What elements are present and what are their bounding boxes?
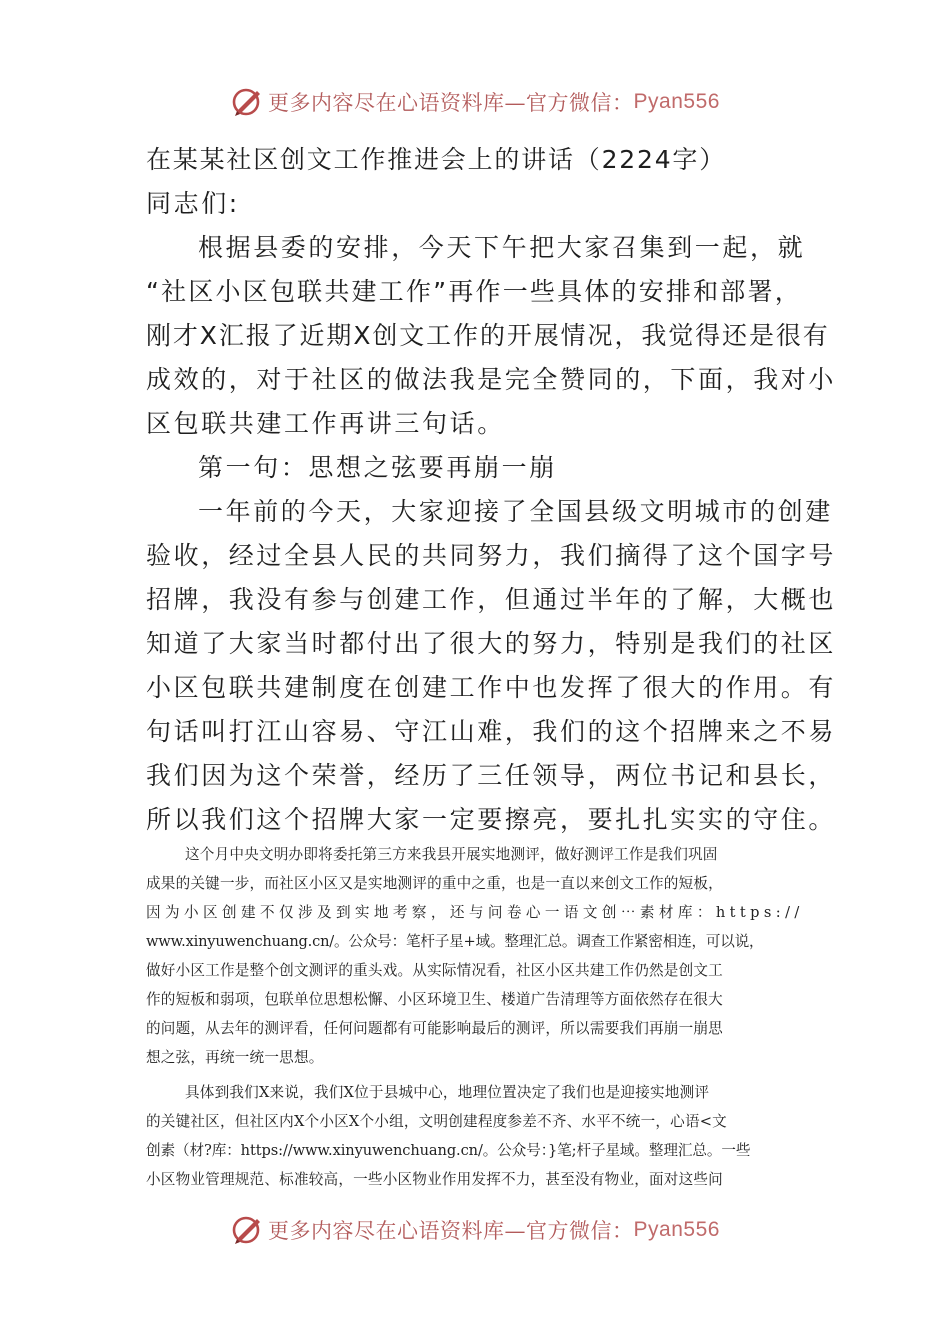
banner-text: 更多内容尽在心语资料库—官方微信： xyxy=(268,91,634,115)
paragraph-line: www.xinyuwenchuang.cn/。公众号：笔杆子星+域。整理汇总。调查工作紧密相连，可以说， xyxy=(146,933,764,950)
paragraph-line: 具体到我们X来说，我们X位于县城中心，地理位置决定了我们也是迎接实地测评 xyxy=(185,1084,710,1101)
paragraph-line: 成果的关键一步，而社区小区又是实地测评的重中之重，也是一直以来创文工作的短板， xyxy=(146,875,723,892)
paragraph-line: 成效的，对于社区的做法我是完全赞同的，下面，我对小 xyxy=(146,365,837,394)
pen-logo-icon xyxy=(230,1213,264,1247)
paragraph-line: 句话叫打江山容易、守江山难，我们的这个招牌来之不易 xyxy=(146,717,837,746)
paragraph-line: 刚才X汇报了近期X创文工作的开展情况，我觉得还是很有 xyxy=(146,321,830,350)
banner-wechat-id: Pyan556 xyxy=(633,1218,720,1241)
paragraph-1 xyxy=(146,226,837,446)
section-heading-1: 第一句：思想之弦要再崩一崩 xyxy=(198,453,557,482)
paragraph-line: 的关键社区，但社区内X个小区X个小组，文明创建程度参差不齐、水平不统一，心语<文 xyxy=(146,1113,727,1130)
paragraph-4 xyxy=(146,1078,806,1194)
paragraph-line: 小区物业管理规范、标准较高，一些小区物业作用发挥不力，甚至没有物业，面对这些问 xyxy=(146,1171,723,1188)
paragraph-line: 作的短板和弱项，包联单位思想松懈、小区环境卫生、楼道广告清理等方面依然存在很大 xyxy=(146,991,723,1008)
doc-title: 在某某社区创文工作推进会上的讲话（2224字） xyxy=(146,145,727,174)
document-body-small xyxy=(146,840,806,1194)
paragraph-line: 小区包联共建制度在创建工作中也发挥了很大的作用。有 xyxy=(146,673,837,702)
paragraph-line: 的问题，从去年的测评看，任何问题都有可能影响最后的测评，所以需要我们再崩一崩思 xyxy=(146,1020,723,1037)
paragraph-line: 做好小区工作是整个创文测评的重头戏。从实际情况看，社区小区共建工作仍然是创文工 xyxy=(146,962,723,979)
paragraph-line: 所以我们这个招牌大家一定要擦亮，要扎扎实实的守住。 xyxy=(146,805,837,834)
paragraph-line: 区包联共建工作再讲三句话。 xyxy=(146,409,505,438)
document-body xyxy=(146,138,837,842)
paragraph-2 xyxy=(146,490,837,842)
greeting: 同志们: xyxy=(146,189,240,218)
paragraph-line: 我们因为这个荣誉，经历了三任领导，两位书记和县长， xyxy=(146,761,837,790)
paragraph-line: 因为小区创建不仅涉及到实地考察，还与问卷心一语文创⋯素材库：https:// xyxy=(146,904,804,921)
paragraph-line: “社区小区包联共建工作”再作一些具体的安排和部署， xyxy=(146,277,802,306)
paragraph-line: 验收，经过全县人民的共同努力，我们摘得了这个国字号 xyxy=(146,541,837,570)
paragraph-line: 根据县委的安排，今天下午把大家召集到一起，就 xyxy=(198,233,806,262)
paragraph-line: 知道了大家当时都付出了很大的努力，特别是我们的社区 xyxy=(146,629,837,658)
paragraph-line: 这个月中央文明办即将委托第三方来我县开展实地测评，做好测评工作是我们巩固 xyxy=(185,846,718,863)
pen-logo-icon xyxy=(230,85,264,119)
banner-text: 更多内容尽在心语资料库—官方微信： xyxy=(268,1219,634,1243)
paragraph-line: 招牌，我没有参与创建工作，但通过半年的了解，大概也 xyxy=(146,585,837,614)
footer-banner xyxy=(0,1210,950,1250)
paragraph-3 xyxy=(146,840,806,1072)
header-banner xyxy=(0,82,950,122)
banner-wechat-id: Pyan556 xyxy=(633,90,720,113)
paragraph-line: 一年前的今天，大家迎接了全国县级文明城市的创建 xyxy=(198,497,833,526)
paragraph-line: 创素（材?库：https://www.xinyuwenchuang.cn/。公众号：}笔;杆子星域。整理汇总。一些 xyxy=(146,1142,751,1159)
paragraph-line: 想之弦，再统一统一思想。 xyxy=(146,1049,324,1066)
